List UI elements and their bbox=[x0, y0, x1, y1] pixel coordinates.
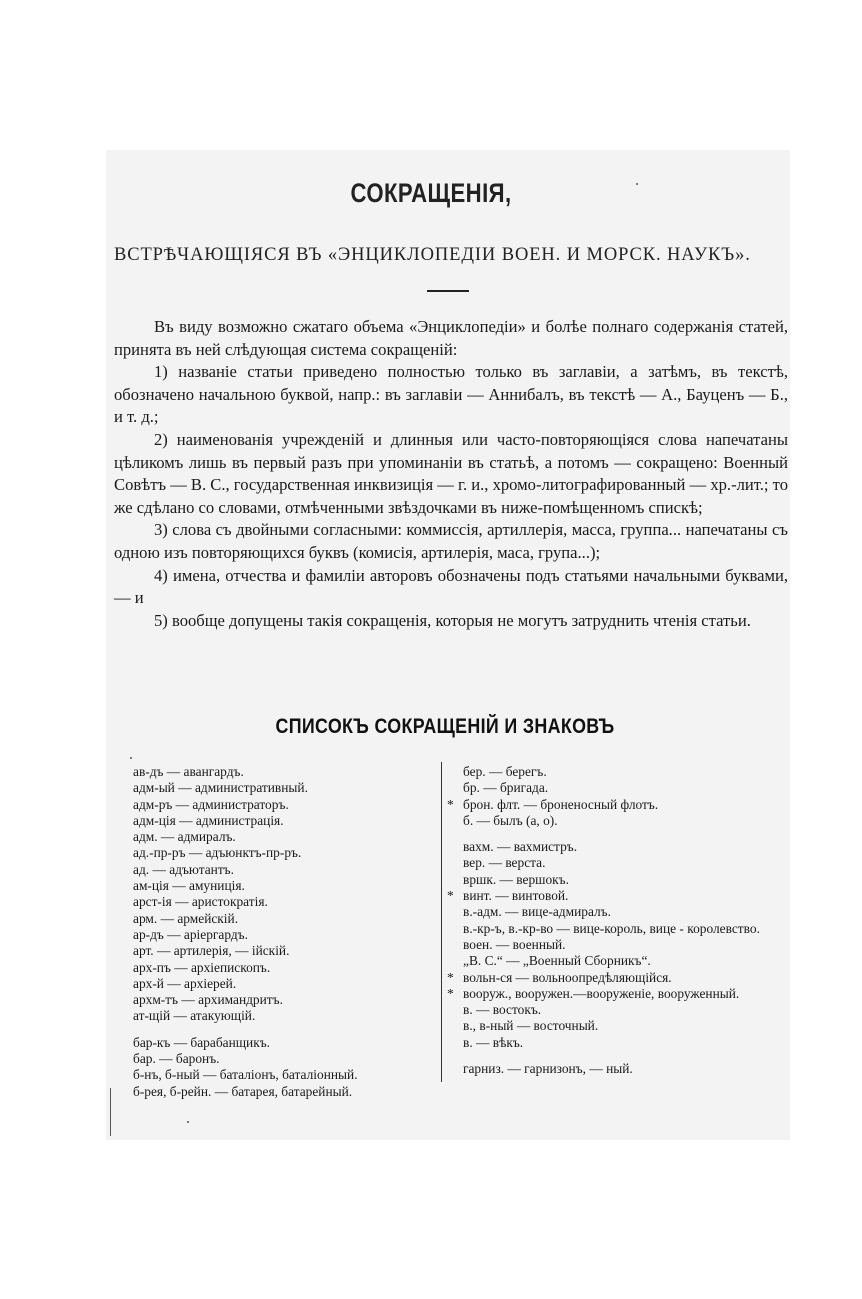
abbreviation-text: воен. — военный. bbox=[463, 936, 566, 952]
abbreviation-entry bbox=[447, 904, 787, 920]
group-gap bbox=[447, 829, 787, 839]
abbreviation-entry bbox=[117, 894, 437, 910]
abbreviation-text: вольн-ся — вольноопредѣляющійся. bbox=[463, 969, 672, 985]
abbreviation-text: бар. — баронъ. bbox=[133, 1051, 220, 1067]
abbreviation-text: бр. — бригада. bbox=[463, 780, 549, 796]
abbreviation-entry bbox=[117, 992, 437, 1008]
title-divider bbox=[427, 290, 469, 292]
speck bbox=[187, 1121, 189, 1123]
abbreviation-entry bbox=[447, 1061, 787, 1077]
abbreviation-text: адм-ый — административный. bbox=[133, 780, 308, 796]
abbreviation-entry bbox=[117, 960, 437, 976]
abbreviation-column-left bbox=[117, 764, 437, 1100]
abbreviation-column-right bbox=[447, 764, 787, 1077]
abbreviation-entry bbox=[117, 1067, 437, 1083]
abbreviation-text: ар-дъ — аріергардъ. bbox=[133, 926, 248, 942]
abbreviation-text: арх-й — архіерей. bbox=[133, 975, 237, 991]
abbreviation-text: ат-щій — атакующій. bbox=[133, 1008, 256, 1024]
abbreviation-text: в. — вѣкъ. bbox=[463, 1034, 524, 1050]
abbreviation-entry bbox=[117, 878, 437, 894]
abbreviation-text: архм-тъ — архимандритъ. bbox=[133, 992, 283, 1008]
asterisk-mark: * bbox=[447, 969, 454, 985]
asterisk-mark: * bbox=[447, 888, 454, 904]
abbreviation-entry bbox=[447, 797, 787, 813]
abbreviation-text: бар-къ — барабанщикъ. bbox=[133, 1034, 270, 1050]
abbreviation-entry bbox=[447, 953, 787, 969]
abbreviation-text: ам-ція — амуниція. bbox=[133, 878, 245, 894]
abbreviation-entry bbox=[447, 813, 787, 829]
abbreviation-entry bbox=[117, 764, 437, 780]
abbreviation-text: арх-пъ — архіепископъ. bbox=[133, 959, 271, 975]
abbreviation-entry bbox=[117, 780, 437, 796]
abbreviation-entry bbox=[117, 976, 437, 992]
list-title: СПИСОКЪ СОКРАЩЕНІЙ И ЗНАКОВЪ bbox=[275, 715, 615, 738]
group-gap bbox=[117, 1025, 437, 1035]
abbreviation-text: арм. — армейскій. bbox=[133, 910, 239, 926]
abbreviation-text: вооруж., вооружен.—вооруженіе, вооруженный. bbox=[463, 985, 740, 1001]
abbreviation-text: вахм. — вахмистръ. bbox=[463, 839, 578, 855]
abbreviation-text: „В. С.“ — „Военный Сборникъ“. bbox=[463, 953, 651, 969]
abbreviation-text: в. — востокъ. bbox=[463, 1002, 542, 1018]
abbreviation-entry bbox=[117, 1008, 437, 1024]
abbreviation-entry bbox=[447, 1018, 787, 1034]
abbreviation-entry bbox=[447, 872, 787, 888]
abbreviation-text: б. — былъ (а, о). bbox=[463, 812, 558, 828]
abbreviation-entry bbox=[117, 911, 437, 927]
asterisk-mark: * bbox=[447, 796, 454, 812]
abbreviation-entry bbox=[447, 986, 787, 1002]
margin-mark bbox=[110, 1088, 111, 1136]
abbreviation-entry bbox=[447, 1035, 787, 1051]
abbreviation-entry bbox=[117, 813, 437, 829]
abbreviation-text: арст-ія — аристократія. bbox=[133, 894, 268, 910]
abbreviation-entry bbox=[447, 970, 787, 986]
asterisk-mark: * bbox=[447, 985, 454, 1001]
abbreviation-text: в.-адм. — вице-адмиралъ. bbox=[463, 904, 611, 920]
speck bbox=[130, 757, 132, 759]
abbreviation-entry bbox=[447, 1002, 787, 1018]
abbreviation-text: ад.-пр-ръ — адъюнктъ-пр-ръ. bbox=[133, 845, 302, 861]
abbreviation-entry bbox=[117, 927, 437, 943]
abbreviation-entry bbox=[117, 862, 437, 878]
intro-paragraph: 5) вообще допущены такія сокращенія, которыя не могутъ затруднить чтенія статьи. bbox=[154, 610, 751, 630]
abbreviation-text: вер. — верста. bbox=[463, 855, 546, 871]
page-subtitle: ВСТРѢЧАЮЩІЯСЯ ВЪ «ЭНЦИКЛОПЕДІИ ВОЕН. И МОРСК. НАУКЪ». bbox=[114, 245, 751, 265]
abbreviation-text: гарниз. — гарнизонъ, — ный. bbox=[463, 1061, 633, 1077]
abbreviation-text: б-рея, б-рейн. — батарея, батарейный. bbox=[133, 1083, 353, 1099]
abbreviation-entry bbox=[447, 888, 787, 904]
abbreviation-entry bbox=[117, 797, 437, 813]
abbreviation-entry bbox=[447, 764, 787, 780]
abbreviation-text: вршк. — вершокъ. bbox=[463, 871, 569, 887]
abbreviation-entry bbox=[117, 1084, 437, 1100]
group-gap bbox=[447, 1051, 787, 1061]
intro-paragraph: Въ виду возможно сжатаго объема «Энциклопедіи» и болѣе полнаго содержанія статей, принята въ ней слѣдующая система сокращеній: bbox=[114, 317, 788, 359]
intro-text bbox=[114, 316, 788, 632]
page-title: СОКРАЩЕНІЯ, bbox=[350, 178, 512, 208]
abbreviation-entry bbox=[117, 943, 437, 959]
abbreviation-entry bbox=[117, 1051, 437, 1067]
intro-paragraph: 4) имена, отчества и фамиліи авторовъ обозначены подъ статьями начальными буквами, — и bbox=[114, 565, 788, 608]
abbreviation-entry bbox=[447, 921, 787, 937]
abbreviation-text: адм-ція — администрація. bbox=[133, 812, 284, 828]
abbreviation-entry bbox=[447, 780, 787, 796]
intro-paragraph: 1) названіе статьи приведено полностью только въ заглавіи, а затѣмъ, въ текстѣ, обозначено начальною буквой, напр.: въ заглавіи — Аннибалъ, въ текстѣ — А., Бауценъ — Б., и т. д.; bbox=[114, 362, 788, 427]
abbreviation-entry bbox=[447, 839, 787, 855]
abbreviation-text: адм. — адмиралъ. bbox=[133, 829, 236, 845]
abbreviation-text: б-нъ, б-ный — баталіонъ, баталіонный. bbox=[133, 1067, 358, 1083]
abbreviation-text: брон. флт. — броненосный флотъ. bbox=[463, 796, 659, 812]
abbreviation-text: бер. — берегъ. bbox=[463, 764, 547, 779]
intro-paragraph: 3) слова съ двойными согласными: коммиссія, артиллерія, масса, группа... напечатаны съ одною изъ повторяющихся буквъ (комисія, артилерія, маса, група...); bbox=[114, 520, 788, 562]
abbreviation-text: адм-ръ — администраторъ. bbox=[133, 796, 289, 812]
abbreviation-text: арт. — артилерія, — ійскій. bbox=[133, 943, 290, 959]
speck bbox=[636, 183, 638, 185]
abbreviation-entry bbox=[117, 1035, 437, 1051]
abbreviation-text: ав-дъ — авангардъ. bbox=[133, 764, 244, 779]
abbreviation-entry bbox=[117, 845, 437, 861]
abbreviation-text: винт. — винтовой. bbox=[463, 888, 569, 904]
abbreviation-entry bbox=[447, 937, 787, 953]
abbreviation-text: в., в-ный — восточный. bbox=[463, 1018, 599, 1034]
abbreviation-entry bbox=[117, 829, 437, 845]
intro-paragraph: 2) наименованія учрежденій и длинныя или часто-повторяющіяся слова напечатаны цѣликомъ лишь въ первый разъ при упоминаніи въ статьѣ, а потомъ — сокращено: Военный Совѣтъ — В. С., государственная инквизиція — г. и., хромо-литографированный — хр.-лит.; то же сдѣлано со словами, отмѣченными звѣздочками въ ниже-помѣщенномъ спискѣ; bbox=[114, 429, 788, 517]
abbreviation-entry bbox=[447, 855, 787, 871]
abbreviation-text: в.-кр-ъ, в.-кр-во — вице-король, вице - королевство. bbox=[463, 920, 760, 936]
column-divider bbox=[441, 762, 442, 1082]
abbreviation-text: ад. — адъютантъ. bbox=[133, 861, 234, 877]
